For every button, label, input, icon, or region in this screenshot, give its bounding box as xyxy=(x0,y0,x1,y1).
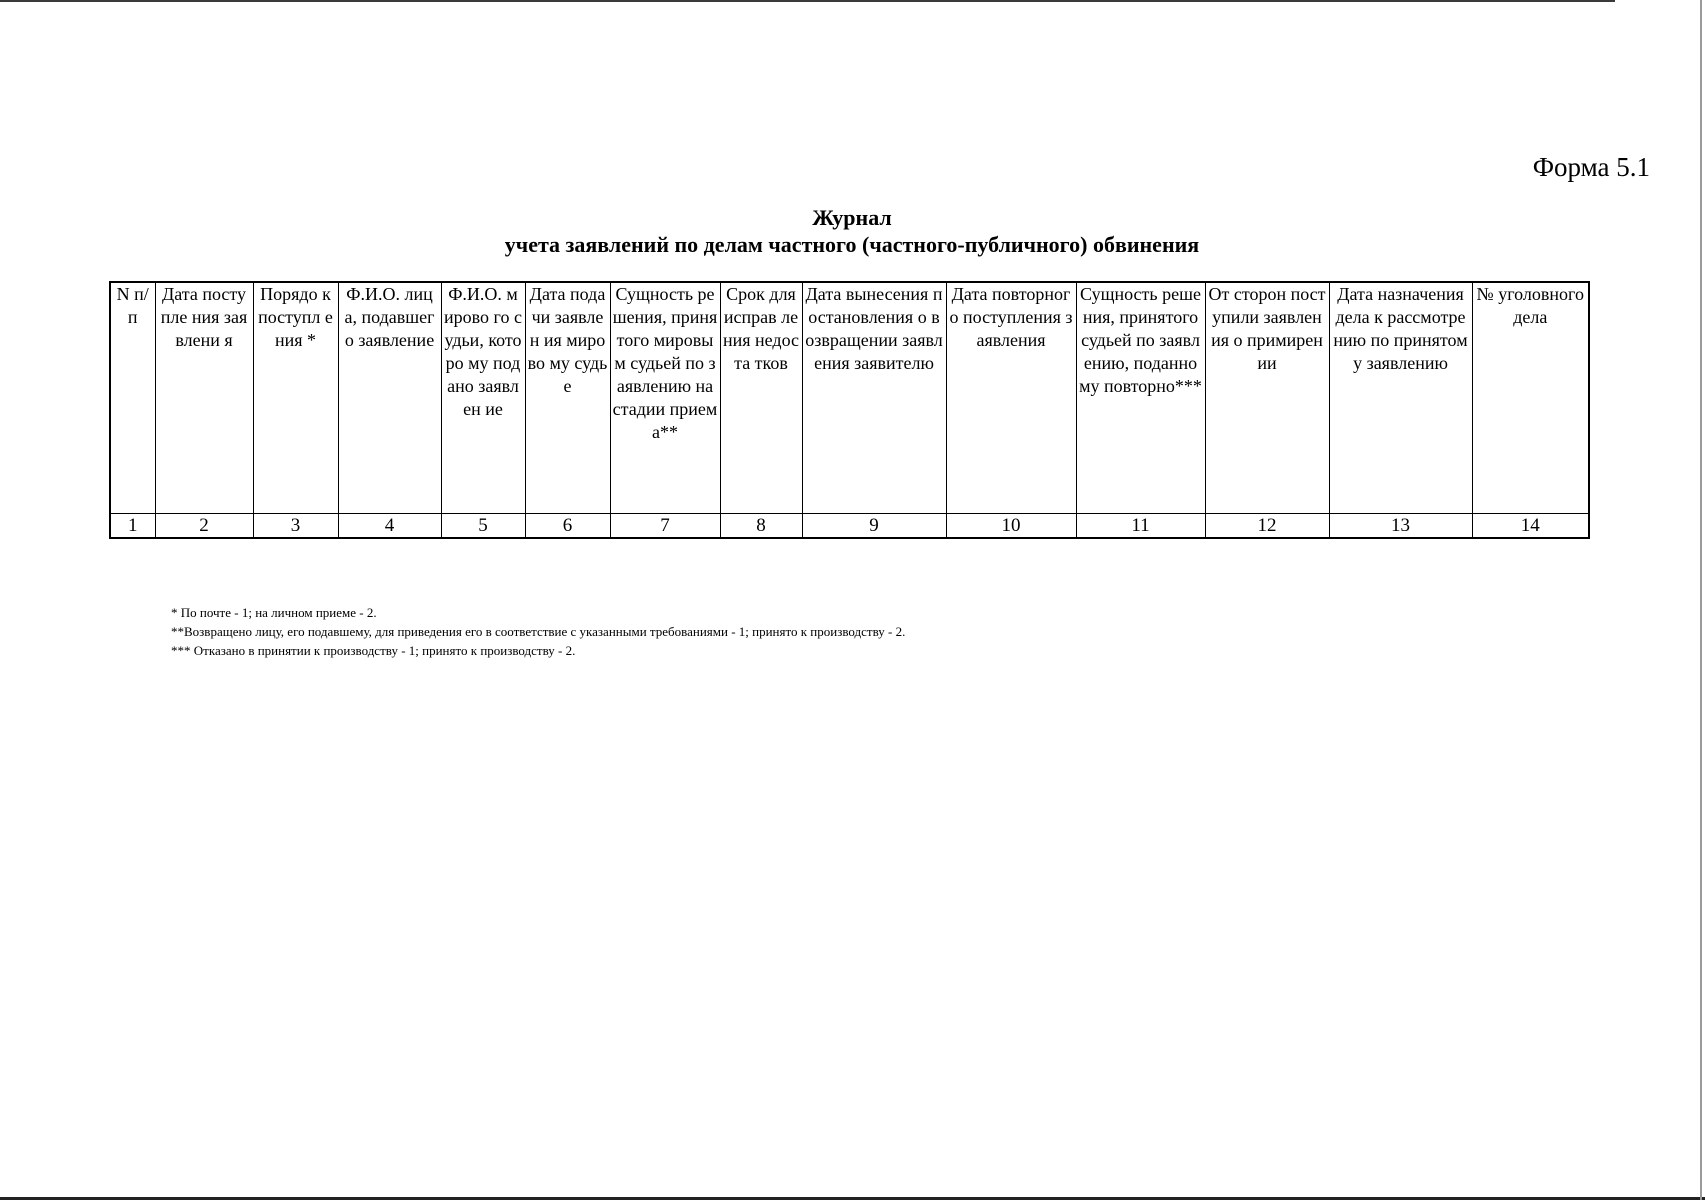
document-title xyxy=(110,204,1594,258)
column-number-row xyxy=(110,514,1589,539)
header-cell-resubmission-date: Дата повторного поступления заявления xyxy=(946,282,1076,514)
header-cell-hearing-date: Дата назначения дела к рассмотрению по принятому заявлению xyxy=(1329,282,1472,514)
footnotes xyxy=(171,603,1471,660)
column-number: 6 xyxy=(525,514,610,539)
header-cell-correction-deadline: Срок для исправ ления недоста тков xyxy=(720,282,802,514)
column-number: 11 xyxy=(1076,514,1205,539)
header-row xyxy=(110,282,1589,514)
column-number: 4 xyxy=(338,514,441,539)
header-cell-applicant-name: Ф.И.О. лица, подавшег о заявление xyxy=(338,282,441,514)
header-cell-reconciliation: От сторон поступили заявления о примирении xyxy=(1205,282,1329,514)
header-cell-initial-decision: Сущность решения, принятого мировым судьей по заявлению на стадии приема** xyxy=(610,282,720,514)
column-number: 2 xyxy=(155,514,253,539)
header-cell-return-order-date: Дата вынесения постановления о возвращении заявления заявителю xyxy=(802,282,946,514)
header-cell-judge-name: Ф.И.О. мирово го судьи, которо му подано заявлен ие xyxy=(441,282,525,514)
title-line-1: Журнал xyxy=(812,205,892,230)
column-number: 14 xyxy=(1472,514,1589,539)
header-cell-receipt-method: Порядо к поступл ения * xyxy=(253,282,338,514)
form-number: Форма 5.1 xyxy=(1532,152,1650,182)
scan-edge-top xyxy=(0,0,1615,2)
column-number: 5 xyxy=(441,514,525,539)
header-cell-case-number: № уголовного дела xyxy=(1472,282,1589,514)
scan-edge-right xyxy=(1700,0,1702,1200)
header-cell-resubmission-decision: Сущность решения, принятого судьей по заявлению, поданному повторно*** xyxy=(1076,282,1205,514)
footnote-initial-decision: **Возвращено лицу, его подавшему, для приведения его в соответствие с указанными требованиями - 1; принято к производству - 2. xyxy=(171,624,906,639)
journal-table xyxy=(109,281,1590,539)
header-cell-receipt-date: Дата поступле ния заявлени я xyxy=(155,282,253,514)
column-number: 10 xyxy=(946,514,1076,539)
header-cell-row-number: N п/п xyxy=(110,282,155,514)
column-number: 12 xyxy=(1205,514,1329,539)
column-number: 7 xyxy=(610,514,720,539)
column-number: 13 xyxy=(1329,514,1472,539)
title-line-2: учета заявлений по делам частного (частного-публичного) обвинения xyxy=(504,232,1200,257)
header-cell-submission-date: Дата подачи заявлен ия мирово му судье xyxy=(525,282,610,514)
column-number: 8 xyxy=(720,514,802,539)
footnote-receipt-method: * По почте - 1; на личном приеме - 2. xyxy=(171,605,377,620)
column-number: 3 xyxy=(253,514,338,539)
column-number: 9 xyxy=(802,514,946,539)
column-number: 1 xyxy=(110,514,155,539)
footnote-resubmission-decision: *** Отказано в принятии к производству - 1; принято к производству - 2. xyxy=(171,643,576,658)
